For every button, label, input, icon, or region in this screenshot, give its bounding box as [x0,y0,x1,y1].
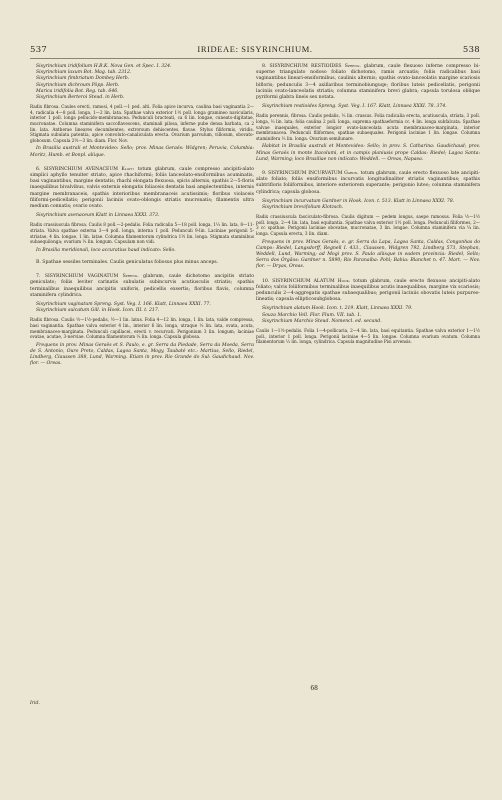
running-title: IRIDEAE: SISYRINCHIUM. [197,44,313,54]
description: Radix crassiuscula fasciculato-fibrosa. Caulis digitum — pedem longus, saepe ramosus. Folia ½—1½ poll. longa, 2—4 lin. lata, basi equitantia. Spathae valva exterior 1½ poll. longa. Pedunculi filiformes, 2—3 cc spathae. Perigonii laciniae obovatae, mucronatae, 3 lin. longae. Columna staminifera via ¼ lin. longa. Capsula erecta, 3 lin. diam. [256,214,480,236]
locality: Frequens in prov. Minas Geraës et S. Paulo, e. gr. Serra da Piedade, Serra da Moeda, Serra de S. Antonio, Ouro Preto, Caldas, Lagoa Santa, Mogy, Taubaté etc.: Martius, Sello, Riedel, Lindberg, Claussen 388, Lund, Warming. Etiam in prov. Rio Grande do Sul: Gaudichaud. Nov. flor. — Oreas. [30,342,254,367]
description: Caulis 1—1½-pedalis. Folia 1—4-pollicaria, 2—4 lin. lata, basi equitantia. Spathae valva exterior 1—1½ poll., interior 1 poll. longa. Perigonii laciniae 4—5 lin. longae. Columna ovarium ovatum. Columna filamentorum ⅓ lin. longa, cylindrica. Capsula magnitudine Pisi arvensis. [256,328,480,345]
signature-mark: Irid. [30,701,40,706]
species-diagnosis: glabrum, caule dichotomo ancipitis striato geniculato; foliis leviter carinatis subulatis subincurvis acutiusculis striatis; spathis terminalibus inaequilibus ancipitis uniforis, pedicellis exsertis; floribus flavis, columna staminifera cylindrica. [30,274,254,298]
synonym: Sisyrinchium laxum Bot. Mag. tab. 2312. [36,70,132,76]
locality: Habitat in Brasilia australi et Montevideo: Sello; in prov. S. Catharina: Gaudichaud; prov. Minas Geraës in monte Itacolumi, et in campis planiusis prope Caldas: Riedel; Lagoa Santa: Lund, Warming; loco Brasiliae non indicato: Weddell. — Oreas, Napaea. [256,144,480,162]
right-page-number: 538 [462,45,480,55]
left-column [30,64,254,368]
synonym: Sisyrinchium fimbriatum Dombey Herb. [36,76,130,82]
locality: In Brasilia australi et Montevideo: Sello; prov. Minas Geraës: Widgren; Peruvia, Columbia: Moritz, Humb. et Bonpl. aliique. [30,146,254,158]
species-author: Gardn. [344,171,359,176]
synonym: Sisyrinchium Berteroi Steud. in Herb. [36,95,125,101]
running-header [30,44,480,55]
species-entry-9 [256,171,480,196]
description: Radix crassiuscula fibrosa. Caulis 8 poll.—2-pedalis. Folia radicalia 5—18 poll. longa, 1⅓ lin. lata, 8—11-striata. Valva spathae externa 3—4 poll. longa, interna 1 poll. Pedunculi 9-lin. Laciniae perigonii 5-striatae, 4 lin. longae, 1 lin. latae. Columna filamentorum cylindrica 1½ lin. longa. Stigmata staminibus subaequilonga; ovarium ⅓ lin. longum. Capsulam non vidi. [30,222,254,245]
synonym: Sisyrinchium restioides Spreng. Syst. Veg. I. 167. Klatt, Linnaea XXXI. 78. 374. [262,104,447,110]
species-author: Spreng. [344,64,361,69]
species-author: Spreng. [122,274,139,280]
species-entry-6 [30,167,254,210]
species-heading: 6. SISYRINCHIUM AVENACEUM [36,166,118,172]
species-heading: 7. SISYRINCHIUM VAGINATUM [36,274,119,280]
synonym: Sisyrinchium vaginatum Spreng. Syst. Veg. I. 166. Klatt, Linnaea XXXI. 77. [36,302,211,307]
species-entry-8 [256,64,480,101]
synonym: Marica iridifolia Bot. Reg. tab. 646. [36,88,119,94]
synonym: Sisyrinchium brevifolium Klotzsch. [262,205,344,211]
synonym: Sisyrinchium Marchio Steud. Nomencl. ed. secund. [262,318,382,324]
sheet-number: 68 [310,685,318,692]
species-heading: 8. SISYRINCHIUM RESTIOIDES [262,64,342,69]
species-diagnosis: : totum glabrum, caule compresso ancipiti-alato simplici aphyllo tenuiter striato, apice rhachiformi; foliis lanceolato-ensiformibus acuminatis, basi vaginantibus, margine dentatis; rhachi elongata flexuosa, spicis alternis, spathis 2—5-floris inaequilibus bivalvibus, valvis externis elongatis foliaceis dentatis basi amplectentibus, internis margine membranaceis, spathis interioribus membranaceis acutissimis; floribus violaceis filiformi-pedicellatis; perigonii laciniis ovato-oblongis striatis mucronatis; filamentis ultra medium connatis; ovario ovato. [30,166,254,209]
synonym: Sisyrinchium incurvatum Gardner in Hook. Icon. t. 513. Klatt in Linnaea XXXI. 78. [262,198,455,204]
description: Radix fibrosa. Caules erecti, ramosi, 4 poll.—1 ped. alti. Folia apice incurva, caulina basi vaginantia 2—4, radicalia 4—8 poll. longa, 1—2 lin. lata. Spathae valva exterior 1½ poll. longa gramineo navicularis, interior 1 poll. longa pellucido-membranacea. Pedunculi bracteati, ca 6 lin. longae, cuneato-digitatae, mucronatae. Columna staminifera saccoflavescens, staminali pilosa, inferne pube densa barbata, ca 2 lin. lata. Antherae lineares decumbentes, extrorsum dehiscentes, flavae. Stylus filiformis, viridis. Stigmata subulata patentia, apice convoluto-canaliculata erecta. Ovarium parvulum, villosum, obovato-globosum. Capsula 2½—3 lin. diam. Flor. Nov. [30,104,254,143]
species-diagnosis: totum glabrum, caule erecto flexuoso ancipiti-alato foliato; valvis foliiformibus terminalibus inaequilibus acutis inaequalibus, margine vix scariosis; pedunculis 2—4-aggregatis spathae subaequalibus; perigonii laciniis obovatis luteis purpureo-lineatis; capsula ellipticosubglobosa. [256,278,480,303]
section-heading: B. Spathae sessiles terminales. Caulis geniculatus foliosus plus minus anceps. [36,259,219,265]
species-heading: 10. SISYRINCHIUM ALATUM [262,278,335,284]
synonym: Sisyrinchium alatum Hook. Icon. t. 219. Klatt, Linnaea XXXI. 79. [262,306,413,312]
left-page-number: 537 [30,45,48,55]
species-author: Hook. [337,278,351,284]
synonym: Sisyrinchium sulcatum Gill. in Hook. Icon. III. t. 217. [36,308,160,314]
description: Radix fibrosa. Caulis ½—1½-pedalis, ½—1 lin. latus. Folia 4—12 lin. longa, 1 lin. lata, valde compressa, basi vaginantia. Spathae valva exterior 4 lin., interior 6 lin. longa, utraque ⅓ lin. lata, ovata, acuta, membranaceo-marginata. Pedunculi capillacei, erecti v. recurvati. Perigonium 3 lin. longum; laciniae ovatae, acutae, 3-nerviae. Columna filamentorum ⅓ lin. longa. Capsula globosa. [30,317,254,340]
synonym: Sisyrinchium iridifolium H.B.K. Nova Gen. et Spec. I. 324. [36,64,172,69]
species-author: Klatt [121,166,133,172]
species-diagnosis: glabrum, caule flexuoso inferne compresso bi- superne triangulato nodoso foliato dichotomo, ramis arcuatis; foliis radicalibus basi vaginantibus lineari-ensiformibus, caulinis alternis; spathis ovato-lanceolatis margine scariosis bifloris; pedunculis 3—4 axillaribus terminobiunguqe; floribus luteis pedicellatis, perigonii laciniis ovato-lanceolatis striatis; columna staminifera brevi glabra; capsula torulosa oblique pyriformi glabra lineis sex notata. [256,64,480,101]
description: Radix perennis, fibrosa. Caulis pedalis, ⅓ lin. crassus. Folia radicalia erecta, acutiuscula, striata, 3 poll. longa, ⅓ lin. lata; folia caulina 2 poll. longa, suprema spathaeformia cc. 4 lin. longa subfalcata. Spathae valvae inaequales, exterior longior ovato-lanceolata acuta membranaceo-marginata, interior membranacea. Pedunculi filiformes, spathae subaequales. Perigonii laciniae 1 lin. longae. Columna staminifera ⅓ lin. longa. Ovarium semilunare. [256,113,480,141]
species-entry-10 [256,279,480,304]
right-column [256,64,480,345]
species-entry-7 [30,274,254,299]
synonym: Sisyrinchium dichroum Pöpp. Herb. [36,82,120,88]
locality: Frequens in prov. Minas Geraës, e. gr. Serra da Lapa, Lagoa Santa, Caldas, Congonhas do Campo: Riedel, Langsdorff, Regnell I. 433., Claussen, Widgren 792, Lindberg 573, Stephan, Weddell, Lund, Warming; ad Mogi prov. S. Paulo aliisque in eadem provincia: Riedel, Sello; Serra dos Órgãos: Gardner n. 5890; Rio Paranaíba: Pohl; Bahia: Blanchet n. 47. Mart. — Nov. flor. — Dryas, Oreas. [256,239,480,270]
locality: In Brasilia meridionali, loco accuratius haud indicato: Sello. [36,247,176,253]
species-heading: 9. SISYRINCHIUM INCURVATUM [262,171,343,176]
synonym: Souza Marchio Vell. Flor. Flum. VII. tab. 1. [262,312,362,318]
species-diagnosis: totum glabrum, caule erecto flexuoso late ancipiti-alato foliato; foliis ensiformibus incurvatis longitudinaliter striatis vaginantibus; spathis subtrifloris foliiformibus, interiore exteriorem superante; perigonio luteo; columna staminifera cylindrica; capsula globosa. [256,171,480,195]
header-rule [30,58,480,59]
synonym: Sisyrinchium avenaceum Klatt in Linnaea XXXI. 373. [36,213,160,219]
